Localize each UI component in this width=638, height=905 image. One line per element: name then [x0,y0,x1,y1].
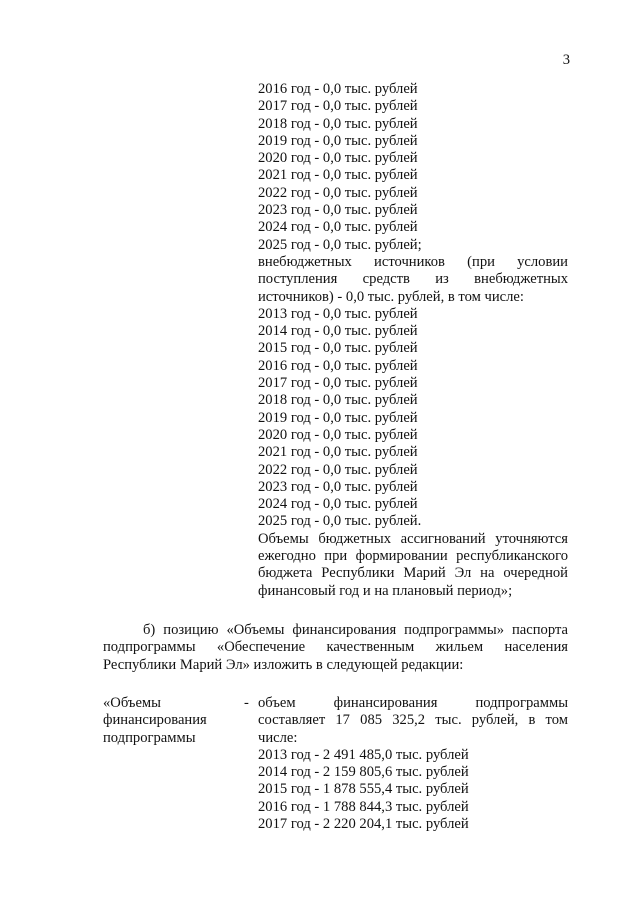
paragraph-b [103,622,568,674]
year-line: 2020 год - 0,0 тыс. рублей [258,426,418,443]
extrabudget-line: внебюджетных источников (при условии [258,253,568,270]
extrabudget-line: источников) - 0,0 тыс. рублей, в том числе: [258,288,524,305]
passport-funding-block [258,695,568,833]
year-line: 2016 год - 1 788 844,3 тыс. рублей [258,798,469,815]
passport-position-label [103,695,248,747]
year-line: 2021 год - 0,0 тыс. рублей [258,444,418,461]
year-line: 2020 год - 0,0 тыс. рублей [258,150,418,167]
year-line: 2016 год - 0,0 тыс. рублей [258,81,418,97]
year-line: 2023 год - 0,0 тыс. рублей [258,202,418,219]
funding-continuation-block [258,81,568,600]
passport-label-line: финансирования [103,712,207,729]
passport-dash: - [244,695,249,711]
year-line: 2014 год - 0,0 тыс. рублей [258,323,418,340]
year-line: 2014 год - 2 159 805,6 тыс. рублей [258,764,469,781]
year-line: 2018 год - 0,0 тыс. рублей [258,392,418,409]
note-line: финансовый год и на плановый период»; [258,582,513,599]
passport-label-line: подпрограммы [103,729,196,746]
note-line: Объемы бюджетных ассигнований уточняются [258,530,568,547]
year-line: 2019 год - 0,0 тыс. рублей [258,409,418,426]
passport-label-line: «Объемы [103,695,161,711]
paragraph-b-text: б) позицию «Объемы финансирования подпрограммы» паспорта подпрограммы «Обеспечение качественным жильем населения Республики Марий Эл» изложить в следующей редакции: [103,622,568,673]
year-line: 2022 год - 0,0 тыс. рублей [258,184,418,201]
year-line: 2025 год - 0,0 тыс. рублей; [258,236,422,253]
year-line: 2013 год - 0,0 тыс. рублей [258,305,418,322]
year-line: 2021 год - 0,0 тыс. рублей [258,167,418,184]
volume-line: объем финансирования подпрограммы [258,695,568,711]
year-line: 2017 год - 0,0 тыс. рублей [258,375,418,392]
year-line: 2024 год - 0,0 тыс. рублей [258,219,418,236]
year-line: 2022 год - 0,0 тыс. рублей [258,461,418,478]
year-line: 2015 год - 0,0 тыс. рублей [258,340,418,357]
note-line: ежегодно при формировании республиканского [258,548,568,565]
year-line: 2016 год - 0,0 тыс. рублей [258,357,418,374]
year-line: 2017 год - 0,0 тыс. рублей [258,98,418,115]
page-number: 3 [562,52,570,68]
year-line: 2018 год - 0,0 тыс. рублей [258,115,418,132]
year-line: 2017 год - 2 220 204,1 тыс. рублей [258,816,469,833]
note-line: бюджета Республики Марий Эл на очередной [258,565,568,582]
year-line: 2023 год - 0,0 тыс. рублей [258,478,418,495]
year-line: 2015 год - 1 878 555,4 тыс. рублей [258,781,469,798]
year-line: 2024 год - 0,0 тыс. рублей [258,496,418,513]
year-line: 2013 год - 2 491 485,0 тыс. рублей [258,746,469,763]
year-line: 2025 год - 0,0 тыс. рублей. [258,513,422,530]
volume-line: числе: [258,729,298,746]
volume-line: составляет 17 085 325,2 тыс. рублей, в том [258,712,568,729]
year-line: 2019 год - 0,0 тыс. рублей [258,132,418,149]
extrabudget-line: поступления средств из внебюджетных [258,271,568,288]
